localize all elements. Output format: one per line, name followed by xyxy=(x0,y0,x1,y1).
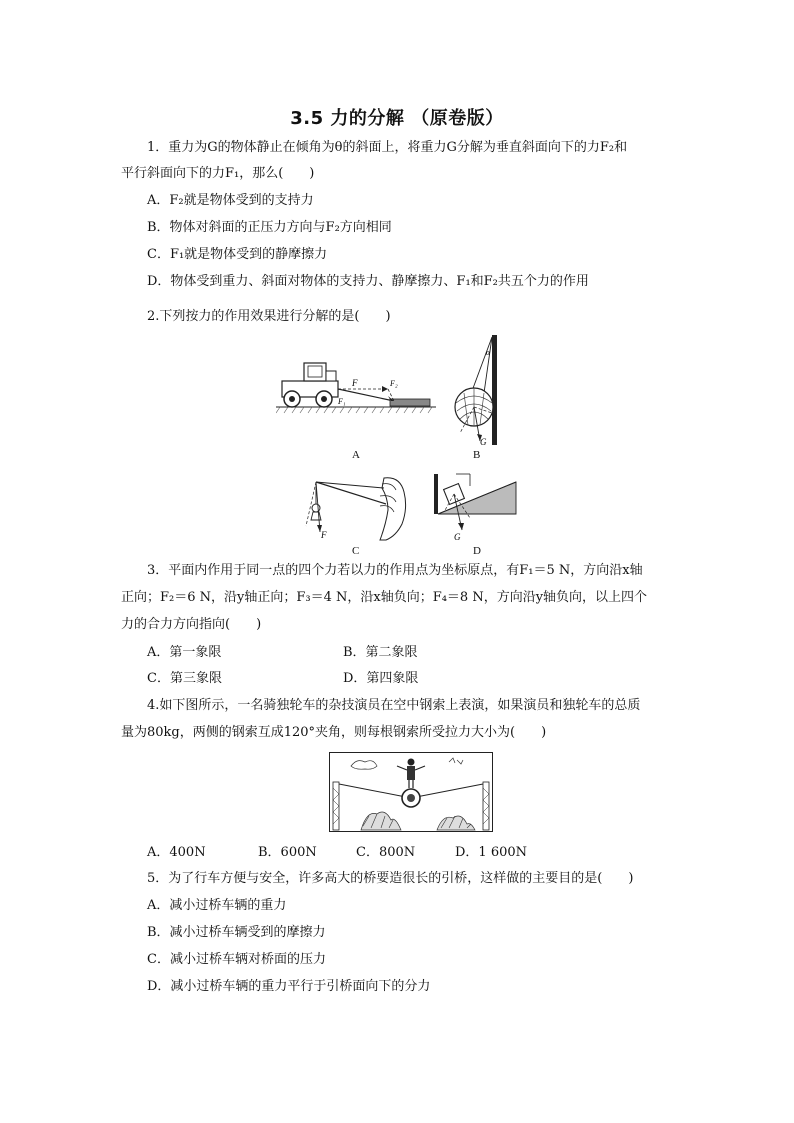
q1-stem-line1: 1．重力为G的物体静止在倾角为θ的斜面上，将重力G分解为垂直斜面向下的力F₂和 xyxy=(147,140,628,155)
q2-figure-b-ball-net xyxy=(446,333,502,447)
q1-stem-line2: 平行斜面向下的力F₁，那么( ) xyxy=(121,166,315,181)
q3-option-c: C．第三象限 xyxy=(147,671,222,686)
q5-stem: 5．为了行车方便与安全，许多高大的桥要造很长的引桥，这样做的主要目的是( ) xyxy=(147,871,634,886)
q2-figure-a-tractor xyxy=(276,355,436,417)
q3-option-a: A．第一象限 xyxy=(147,645,222,660)
q4-option-d: D．1 600N xyxy=(455,845,528,860)
q2-figure-d-incline-box xyxy=(432,472,520,544)
q5-option-a: A．减小过桥车辆的重力 xyxy=(147,898,287,913)
q2-fig-b-label-alpha: α xyxy=(486,348,491,357)
q2-figure-b-label: B xyxy=(473,449,481,461)
q2-stem: 2.下列按力的作用效果进行分解的是( ) xyxy=(147,309,391,324)
q4-option-b: B．600N xyxy=(258,845,317,860)
q4-option-a: A．400N xyxy=(147,845,206,860)
q2-figure-c-hand-rod xyxy=(296,474,412,544)
q2-fig-d-label-g: G xyxy=(454,532,461,542)
q2-fig-a-label-f1: F₁ xyxy=(338,397,346,406)
q2-fig-a-label-f: F xyxy=(352,378,358,388)
q2-figure-d-label: D xyxy=(473,545,481,557)
q1-option-b: B．物体对斜面的正压力方向与F₂方向相同 xyxy=(147,220,392,235)
q2-fig-b-label-g: G xyxy=(480,437,487,447)
q2-fig-c-label-f: F xyxy=(321,530,327,540)
q5-option-d: D．减小过桥车辆的重力平行于引桥面向下的分力 xyxy=(147,979,431,994)
q3-option-b: B．第二象限 xyxy=(343,645,418,660)
q1-option-c: C．F₁就是物体受到的静摩擦力 xyxy=(147,247,328,262)
q3-stem-line3: 力的合力方向指向( ) xyxy=(121,617,262,632)
q4-figure-unicycle xyxy=(329,752,493,832)
q2-figure-c-label: C xyxy=(352,545,360,557)
q4-stem-line2: 量为80kg，两侧的钢索互成120°夹角，则每根钢索所受拉力大小为( ) xyxy=(121,725,547,740)
q5-option-c: C．减小过桥车辆对桥面的压力 xyxy=(147,952,326,967)
page-title: 3.5 力的分解 （原卷版） xyxy=(290,108,504,129)
q2-fig-a-label-f2: F₂ xyxy=(390,379,398,388)
q1-option-d: D．物体受到重力、斜面对物体的支持力、静摩擦力、F₁和F₂共五个力的作用 xyxy=(147,274,589,289)
q1-option-a: A．F₂就是物体受到的支持力 xyxy=(147,193,314,208)
q3-stem-line1: 3．平面内作用于同一点的四个力若以力的作用点为坐标原点，有F₁＝5 N，方向沿x轴 xyxy=(147,563,643,578)
q3-option-d: D．第四象限 xyxy=(343,671,419,686)
q5-option-b: B．减小过桥车辆受到的摩擦力 xyxy=(147,925,326,940)
q3-stem-line2: 正向；F₂＝6 N，沿y轴正向；F₃＝4 N，沿x轴负向；F₄＝8 N，方向沿y轴负向，以上四个 xyxy=(121,590,648,605)
q4-stem-line1: 4.如下图所示，一名骑独轮车的杂技演员在空中钢索上表演，如果演员和独轮车的总质 xyxy=(147,698,641,713)
q4-option-c: C．800N xyxy=(356,845,416,860)
q2-figure-a-label: A xyxy=(352,449,360,461)
